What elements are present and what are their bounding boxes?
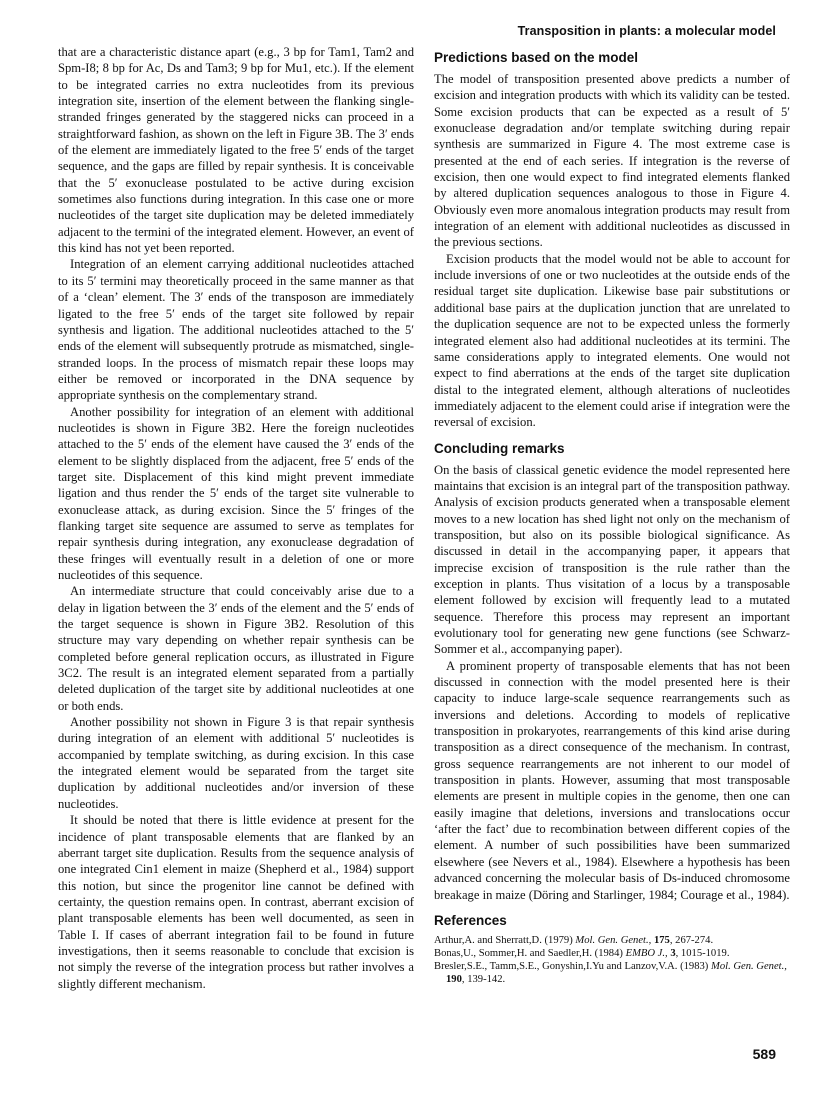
body-paragraph: Another possibility for integration of an element with additional nucleotides is shown in Figure 3B2. Here the foreign nucleotides attached to the 5′ ends of the element have caused the 3′ ends of the element to be slightly displaced from the adjacent, free 5′ ends of the target site. Displacement of this kind might prevent immediate ligation and thus render the 5′ ends of the target site vulnerable to exonuclease attack, as during excision. Since the 5′ fringes of the flanking target site sequence are assumed to serve as templates for repair synthesis during integration, any exonuclease degradation of these fringes will eventually result in a deletion of one or more nucleotides of this sequence.	[58, 404, 414, 582]
reference-volume: 3	[670, 948, 676, 960]
left-column	[58, 44, 414, 992]
reference-volume: 175	[653, 934, 670, 946]
reference-item	[434, 960, 790, 986]
running-head: Transposition in plants: a molecular model	[517, 24, 776, 38]
reference-list	[434, 934, 790, 987]
body-paragraph: Another possibility not shown in Figure 3 is that repair synthesis during integration of an element with additional 5′ nucleotides is accompanied by template switching, as during excision. In this case the integrated element would be separated from the target site duplication by additional nucleotides and/or inversion of these nucleotides.	[58, 715, 414, 811]
reference-item	[434, 947, 790, 960]
reference-pages: , 139-142.	[461, 974, 506, 986]
body-paragraph: An intermediate structure that could conceivably arise due to a delay in ligation between the 3′ ends of the element and the 5′ ends of the target sequence is shown in Figure 3B2. Resolution of this structure may vary depending on whether repair synthesis can be completed before general replication occurs, as illustrated in Figure 3C2. The result is an integrated element separated from a partially deleted duplication of the target site by additional nucleotides at one or both ends.	[58, 584, 414, 713]
body-paragraph: It should be noted that there is little evidence at present for the incidence of plant transposable elements that are flanked by an aberrant target site duplication. Results from the sequence analysis of one integrated Cin1 element in maize (Shepherd et al., 1984) support this notion, but since the progenitor line cannot be defined with certainty, the question remains open. In contrast, aberrant excision of plant transposable elements has been well documented, as seen in Table I. If cases of aberrant integration fail to be found in future investigations, then it seems reasonable to conclude that excision is not simply the reverse of the integration process but rather involves a slightly different mechanism.	[58, 813, 414, 991]
section-heading-references: References	[434, 912, 507, 928]
reference-volume: 190	[446, 974, 462, 986]
page-number: 589	[752, 1046, 776, 1062]
body-paragraph: that are a characteristic distance apart (e.g., 3 bp for Tam1, Tam2 and Spm-I8; 8 bp for Ac, Ds and Tam3; 9 bp for Mu1, etc.). If the element to be integrated carries no extra nucleotides from its previous integration site, insertion of the element between the flanking single-stranded fringes generated by the staggered nicks can proceed in a straightforward fashion, as shown on the left in Figure 3B. The 3′ ends of the element are immediately ligated to the free 5′ ends of the target sequence, and the gaps are filled by repair synthesis. It is conceivable that the 5′ exonuclease postulated to be active during excision sometimes also functions during integration. In this case one or more nucleotides of the target site duplication may be deleted immediately adjacent to the termini of the integrated element. However, an event of this kind has not yet been reported.	[58, 45, 414, 256]
right-column	[434, 44, 790, 987]
reference-journal: Mol. Gen. Genet.,	[575, 934, 652, 946]
body-paragraph: The model of transposition presented above predicts a number of excision and integration products with which its validity can be tested. Some excision products that can be expected as a result of 5′ exonuclease degradation and/or template switching during repair synthesis are summarized in Figure 4. The most extreme case is presented at the end of each series. If integration is the reverse of excision, then one would expect to find integrated elements flanked by altered duplication sequences analogous to those in Figure 4. Obviously even more anomalous integration products may result from integration of an element with additional nucleotides as discussed in the previous sections.	[434, 72, 790, 250]
body-paragraph: Excision products that the model would not be able to account for include inversions of one or two nucleotides at the outside ends of the residual target site duplication. Likewise base pair substitutions or additional base pairs at the duplication junction that are unrelated to the duplication sequence are not to be expected unless the formerly integrated element also had additional nucleotides at its termini. The same considerations apply to integrated elements. One would not expect to find aberrations at the ends of the target site duplication distal to the integrated element, although alterations of nucleotides immediately adjacent to the element could arise if integration were the reversal of excision.	[434, 251, 790, 430]
body-paragraph: Integration of an element carrying additional nucleotides attached to its 5′ termini may theoretically proceed in the same manner as that of a ‘clean’ element. The 3′ ends of the transposon are immediately ligated to the free 5′ ends of the target site followed by repair synthesis and ligation. The additional nucleotides attached to the 5′ ends of the element will subsequently protrude as mismatched, single-stranded loops. In the process of mismatch repair these loops may either be removed or incorporated in the DNA sequence by appropriate synthesis on the complementary strand.	[58, 257, 414, 403]
reference-pages: , 1015-1019.	[675, 948, 730, 960]
section-heading-predictions: Predictions based on the model	[434, 50, 639, 65]
reference-journal: EMBO J.,	[625, 948, 668, 960]
section-heading-concluding: Concluding remarks	[434, 440, 565, 456]
body-paragraph: A prominent property of transposable elements that has not been discussed in connection with the model presented here is their capacity to induce large-scale sequence rearrangements such as inversions and deletions. According to models of replicative transposition in prokaryotes, rearrangements of this kind arise during transposition as a direct consequence of the mechanism. In contrast, gross sequence rearrangements are not inherent to our model of transposition in plants. However, assuming that most transposable elements are present in multiple copies in the genome, then one can easily imagine that deletions, inversions and translocations occur ‘after the fact’ due to recombination between different copies of the element. A number of such possibilities have been summarized elsewhere (see Nevers et al., 1984). Elsewhere a hypothesis has been advanced concerning the molecular basis of Ds-induced chromosome breakage in maize (Döring and Starlinger, 1984; Courage et al., 1984).	[434, 658, 790, 902]
reference-item	[434, 934, 790, 947]
reference-authors: Bonas,U., Sommer,H. and Saedler,H. (1984)	[434, 948, 623, 960]
reference-authors: Bresler,S.E., Tamm,S.E., Gonyshin,I.Yu and Lanzov,V.A. (1983)	[434, 961, 709, 973]
reference-journal: Mol. Gen. Genet.,	[711, 961, 787, 973]
reference-authors: Arthur,A. and Sherratt,D. (1979)	[434, 934, 573, 946]
reference-pages: , 267-274.	[669, 934, 714, 946]
body-paragraph: On the basis of classical genetic evidence the model represented here maintains that excision is an integral part of the transposition pathway. Analysis of excision products generated when a transposable element moves to a new location has shed light not only on the mechanism of transposition, but also on its possible biological significance. As discussed in detail in the accompanying paper, it appears that imprecise excision of transposition is the rule rather than the exception in plants. Thus visitation of a locus by a transposable element followed by excision will frequently lead to a mutated sequence. Therefore this process may represent an important evolutionary tool for generating new gene functions (see Schwarz-Sommer et al., accompanying paper).	[434, 462, 790, 657]
